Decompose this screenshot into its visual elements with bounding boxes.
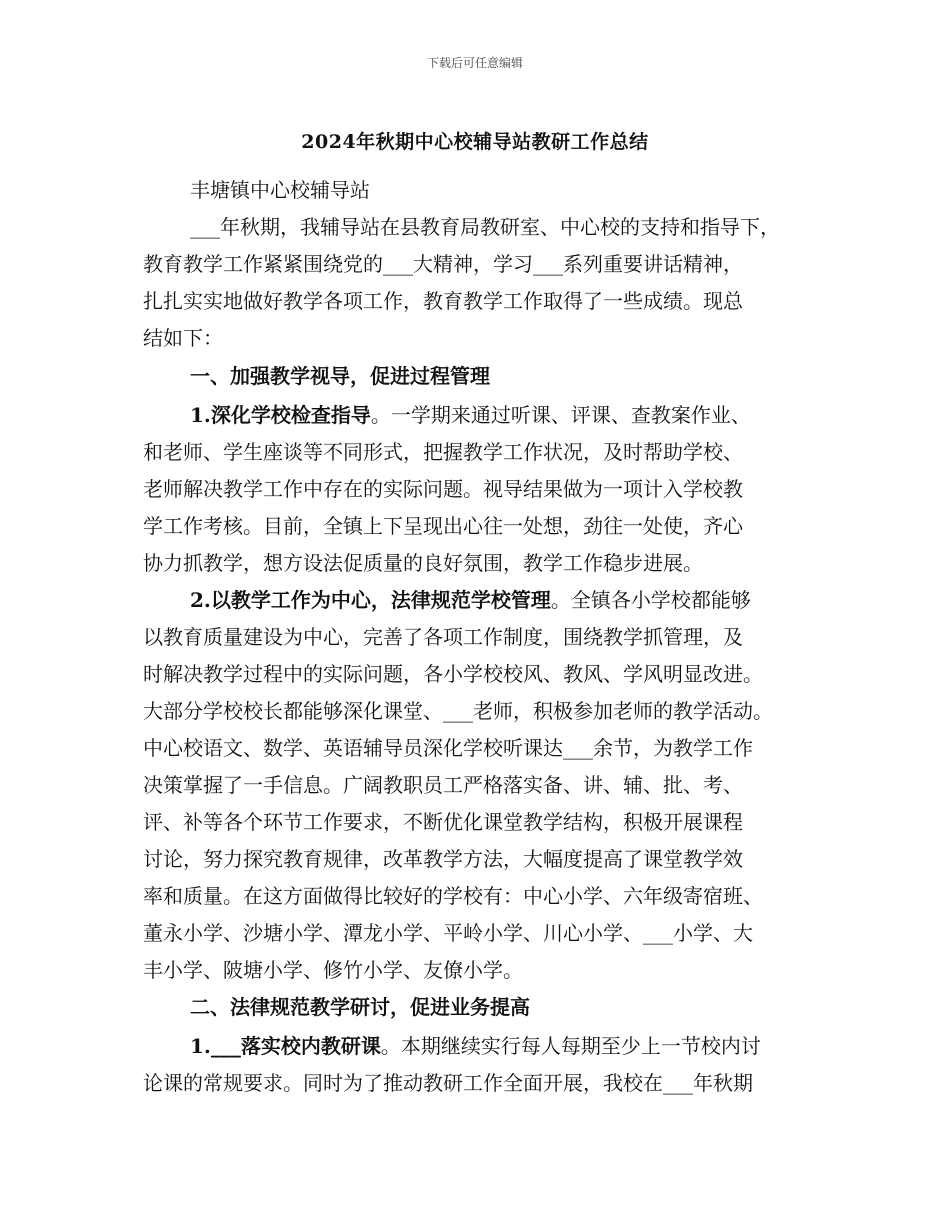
text-line — [143, 248, 743, 277]
text-line — [143, 436, 743, 465]
text-run: 丰小学、陂塘小学、修竹小学、友僚小学。 — [143, 958, 523, 982]
text-run: 扎扎实实地做好教学各项工作，教育教学工作取得了一些成绩。现总 — [143, 289, 743, 313]
text-line — [143, 732, 753, 761]
text-line — [143, 1067, 753, 1096]
text-line — [190, 399, 751, 428]
text-line — [143, 510, 743, 539]
text-run: 老师解决教学工作中存在的实际问题。视导结果做为一项计入学校教 — [143, 477, 743, 501]
bold-run: 1.深化学校检查指导 — [190, 403, 371, 427]
text-run: 中心校语文、数学、英语辅导员深化学校听课达___余节，为教学工作 — [143, 736, 753, 760]
bold-run: 二、法律规范教学研讨，促进业务提高 — [190, 995, 530, 1019]
text-run: 时解决教学过程中的实际问题，各小学校校风、教风、学风明显改进。 — [143, 662, 763, 686]
text-line — [190, 584, 751, 613]
text-run: 董永小学、沙塘小学、潭龙小学、平岭小学、川心小学、___小学、大 — [143, 921, 753, 945]
text-run: 。一学期来通过听课、评课、查教案作业、 — [370, 403, 751, 427]
text-line — [143, 880, 763, 909]
text-line — [143, 695, 773, 724]
page-header-note: 下载后可任意编辑 — [426, 56, 523, 70]
text-line — [143, 285, 743, 314]
text-line — [143, 769, 743, 798]
text-line — [143, 917, 753, 946]
text-line — [143, 658, 763, 687]
text-line — [143, 806, 743, 835]
document-title: 2024年秋期中心校辅导站教研工作总结 — [301, 131, 649, 153]
text-line — [143, 621, 743, 650]
text-run: 讨论，努力探究教育规律，改革教学方法，大幅度提高了课堂教学效 — [143, 847, 743, 871]
text-run: 大部分学校校长都能够深化课堂、___老师，积极参加老师的教学活动。 — [143, 699, 773, 723]
text-run: ___年秋期，我辅导站在县教育局教研室、中心校的支持和指导下， — [190, 215, 780, 239]
text-run: 丰塘镇中心校辅导站 — [190, 178, 370, 202]
bold-run: 1.___落实校内教研课 — [190, 1034, 381, 1058]
text-line — [190, 174, 370, 203]
text-run: 决策掌握了一手信息。广阔教职员工严格落实备、讲、辅、批、考、 — [143, 773, 743, 797]
section-heading — [190, 360, 490, 389]
section-heading — [190, 991, 530, 1020]
text-run: 协力抓教学，想方设法促质量的良好氛围，教学工作稳步进展。 — [143, 551, 703, 575]
text-run: 评、补等各个环节工作要求，不断优化课堂教学结构，积极开展课程 — [143, 810, 743, 834]
text-line — [190, 211, 780, 240]
text-line — [143, 473, 743, 502]
text-line — [143, 843, 743, 872]
text-line — [143, 322, 223, 351]
bold-run: 2.以教学工作为中心，法律规范学校管理 — [190, 588, 551, 612]
text-run: 学工作考核。目前，全镇上下呈现出心往一处想，劲往一处使，齐心 — [143, 514, 743, 538]
text-line — [143, 547, 703, 576]
text-run: 以教育质量建设为中心，完善了各项工作制度，围绕教学抓管理，及 — [143, 625, 743, 649]
text-run: 率和质量。在这方面做得比较好的学校有：中心小学、六年级寄宿班、 — [143, 884, 763, 908]
bold-run: 一、加强教学视导，促进过程管理 — [190, 364, 490, 388]
text-line — [190, 1030, 761, 1059]
text-run: 。本期继续实行每人每期至少上一节校内讨 — [380, 1034, 761, 1058]
text-run: 教育教学工作紧紧围绕党的___大精神，学习___系列重要讲话精神， — [143, 252, 743, 276]
text-run: 结如下： — [143, 326, 223, 350]
text-line — [143, 954, 523, 983]
text-run: 论课的常规要求。同时为了推动教研工作全面开展，我校在___年秋期 — [143, 1071, 753, 1095]
text-run: 。全镇各小学校都能够 — [550, 588, 751, 612]
text-run: 和老师、学生座谈等不同形式，把握教学工作状况，及时帮助学校、 — [143, 440, 743, 464]
